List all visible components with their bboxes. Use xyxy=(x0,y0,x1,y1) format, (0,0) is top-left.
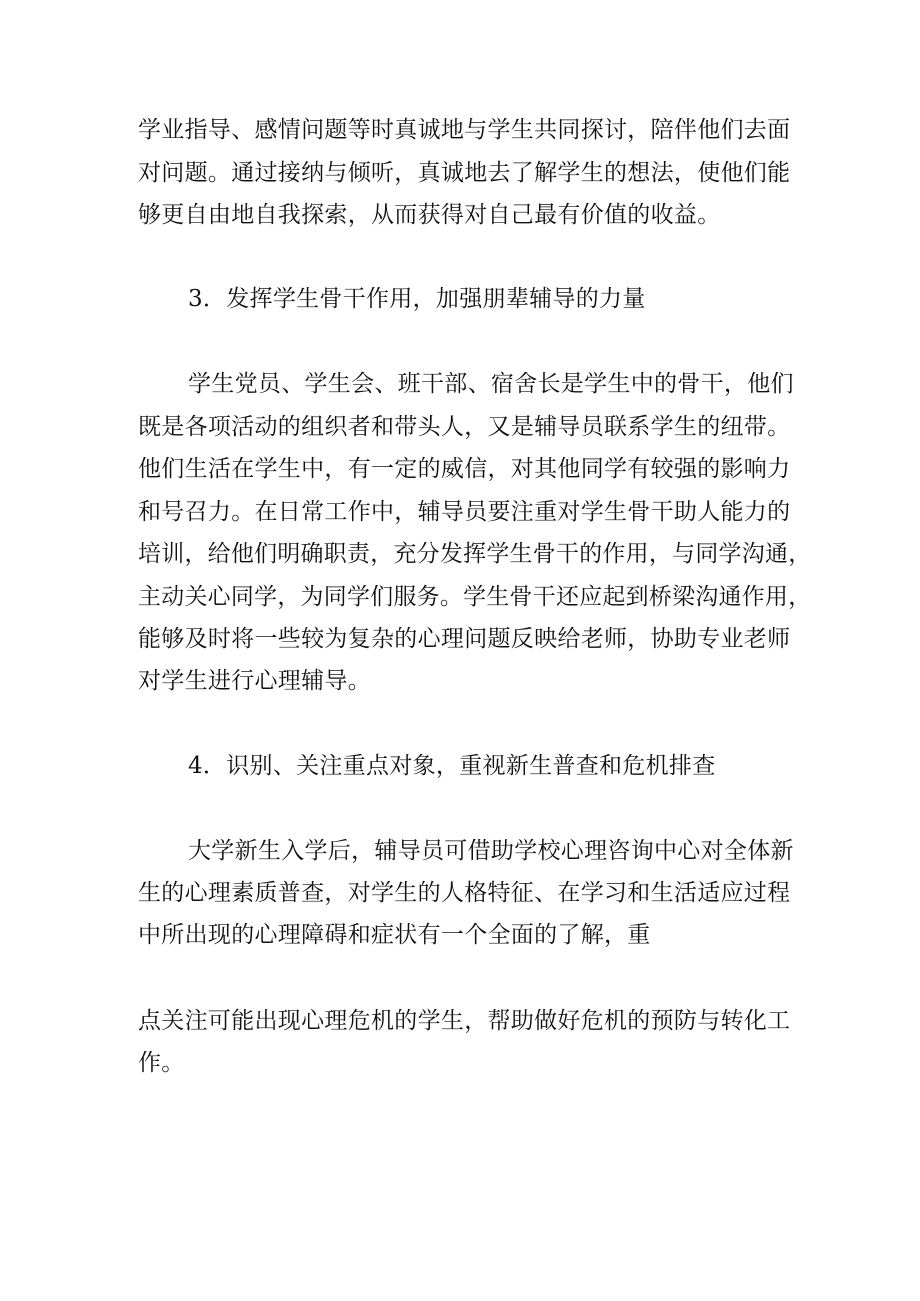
paragraph-line: 主动关心同学，为同学们服务。学生骨干还应起到桥梁沟通作用， xyxy=(138,584,812,610)
paragraph-line: 对问题。通过接纳与倾听，真诚地去了解学生的想法，使他们能 xyxy=(138,160,791,186)
paragraph-line: 既是各项活动的组织者和带头人，又是辅导员联系学生的纽带。 xyxy=(138,414,791,440)
section-heading-3: 3．发挥学生骨干作用，加强朋辈辅导的力量 xyxy=(188,286,646,312)
paragraph-line: 他们生活在学生中，有一定的威信，对其他同学有较强的影响力 xyxy=(138,456,791,482)
paragraph-line: 够更自由地自我探索，从而获得对自己最有价值的收益。 xyxy=(138,202,721,228)
paragraph-line: 学业指导、感情问题等时真诚地与学生共同探讨，陪伴他们去面 xyxy=(138,117,791,143)
paragraph-line: 学生党员、学生会、班干部、宿舍长是学生中的骨干，他们 xyxy=(188,371,794,397)
paragraph-line: 大学新生入学后，辅导员可借助学校心理咨询中心对全体新 xyxy=(188,838,794,864)
paragraph-line: 生的心理素质普查，对学生的人格特征、在学习和生活适应过程 xyxy=(138,880,791,906)
paragraph-line: 作。 xyxy=(138,1050,185,1076)
paragraph-line: 对学生进行心理辅导。 xyxy=(138,668,371,694)
paragraph-line: 中所出现的心理障碍和症状有一个全面的了解，重 xyxy=(138,922,651,948)
section-heading-4: 4．识别、关注重点对象，重视新生普查和危机排查 xyxy=(188,753,716,779)
paragraph-line: 培训，给他们明确职责，充分发挥学生骨干的作用，与同学沟通， xyxy=(138,541,812,567)
paragraph-line: 点关注可能出现心理危机的学生，帮助做好危机的预防与转化工 xyxy=(138,1008,791,1034)
paragraph-line: 能够及时将一些较为复杂的心理问题反映给老师，协助专业老师 xyxy=(138,626,791,652)
paragraph-line: 和号召力。在日常工作中，辅导员要注重对学生骨干助人能力的 xyxy=(138,499,791,525)
